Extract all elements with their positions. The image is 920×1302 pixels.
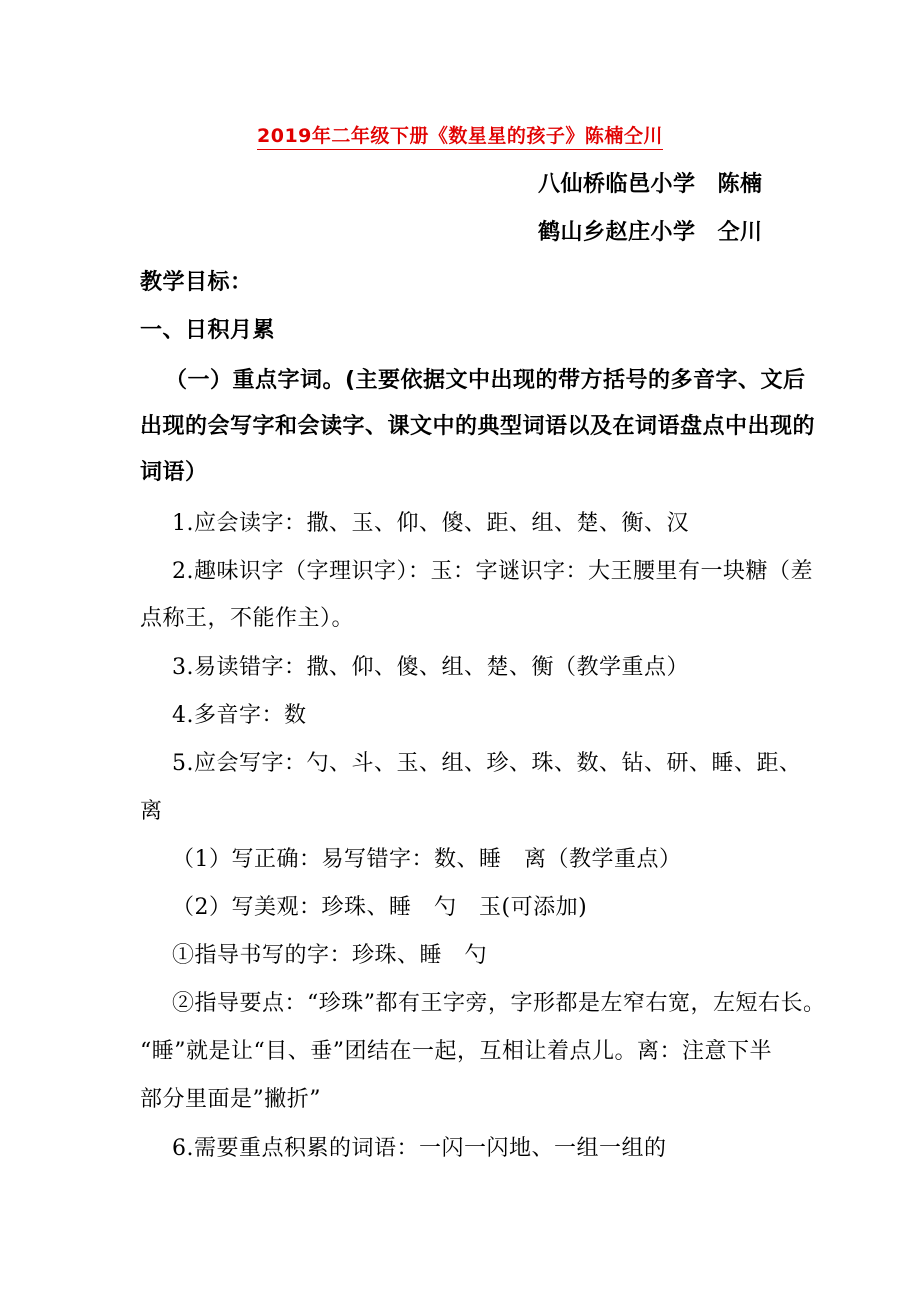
item-4: 4.多音字：数	[172, 703, 307, 728]
document-title: 2019年二年级下册《数星星的孩子》陈楠仝川	[257, 124, 663, 150]
circle-item-1: ①指导书写的字：珍珠、睡 勺	[172, 943, 488, 968]
circle-item-2-line-3: 部分里面是”撇折”	[140, 1087, 321, 1112]
sub-item-2: （2）写美观：珍珠、睡 勺 玉(可添加)	[172, 895, 588, 920]
paragraph-1-line-1: （一）重点字词。(主要依据文中出现的带方括号的多音字、文后	[165, 368, 806, 393]
author-1-name: 陈楠	[717, 172, 763, 197]
author-2-name: 仝川	[717, 220, 763, 245]
paragraph-1-line-3: 词语）	[140, 460, 208, 485]
item-5-line-1: 5.应会写字：勺、斗、玉、组、珍、珠、数、钻、研、睡、距、	[172, 751, 802, 776]
author-1-school: 八仙桥临邑小学	[538, 172, 696, 197]
author-line-1	[538, 170, 763, 200]
circle-item-2-line-1: ②指导要点：“珍珠”都有王字旁，字形都是左窄右宽，左短右长。	[172, 991, 826, 1016]
circle-item-2-line-2: “睡”就是让“目、垂”团结在一起，互相让着点儿。离：注意下半	[140, 1039, 772, 1064]
item-2-line-2: 点称王，不能作主）。	[140, 606, 355, 631]
author-line-2	[538, 218, 763, 248]
item-1: 1.应会读字：撒、玉、仰、傻、距、组、楚、衡、汉	[172, 511, 689, 536]
section-heading: 教学目标：	[140, 270, 253, 295]
paragraph-1-line-2: 出现的会写字和会读字、课文中的典型词语以及在词语盘点中出现的	[140, 414, 816, 439]
item-6: 6.需要重点积累的词语：一闪一闪地、一组一组的	[172, 1136, 667, 1161]
item-3: 3.易读错字：撒、仰、傻、组、楚、衡（教学重点）	[172, 655, 689, 680]
item-5-line-2: 离	[140, 799, 163, 824]
item-2-line-1: 2.趣味识字（字理识字）：玉：字谜识字：大王腰里有一块糖（差	[172, 559, 813, 584]
sub-item-1: （1）写正确：易写错字：数、睡 离（教学重点）	[172, 847, 682, 872]
subsection-heading: 一、日积月累	[140, 318, 276, 343]
author-2-school: 鹤山乡赵庄小学	[538, 220, 696, 245]
